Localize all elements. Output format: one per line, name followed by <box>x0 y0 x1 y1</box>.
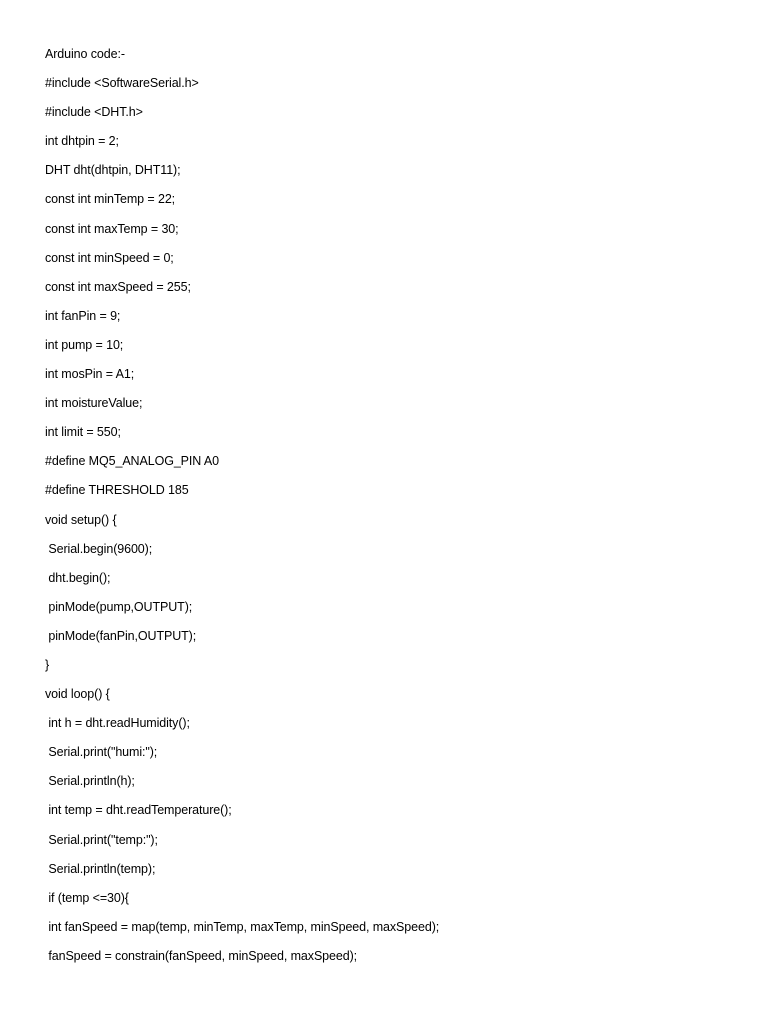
code-line: pinMode(pump,OUTPUT); <box>45 599 193 614</box>
code-line: pinMode(fanPin,OUTPUT); <box>45 628 197 643</box>
code-line: Serial.print("temp:"); <box>45 832 158 847</box>
code-line: dht.begin(); <box>45 570 111 585</box>
code-line: #define THRESHOLD 185 <box>45 483 189 498</box>
code-line: const int maxSpeed = 255; <box>45 279 191 294</box>
code-line: int dhtpin = 2; <box>45 134 119 149</box>
code-line: Serial.begin(9600); <box>45 541 153 556</box>
code-line: int mosPin = A1; <box>45 367 135 382</box>
code-line: int limit = 550; <box>45 425 121 440</box>
code-listing <box>45 44 748 975</box>
code-line: const int maxTemp = 30; <box>45 221 179 236</box>
code-line: const int minSpeed = 0; <box>45 250 174 265</box>
code-line: #include <SoftwareSerial.h> <box>45 76 199 91</box>
code-line: DHT dht(dhtpin, DHT11); <box>45 163 181 178</box>
code-line: void loop() { <box>45 687 110 702</box>
code-line: int moistureValue; <box>45 396 143 411</box>
code-line: } <box>45 657 50 672</box>
code-line: int fanSpeed = map(temp, minTemp, maxTemp, minSpeed, maxSpeed); <box>45 919 440 934</box>
code-line: Serial.println(h); <box>45 774 135 789</box>
code-line: fanSpeed = constrain(fanSpeed, minSpeed, maxSpeed); <box>45 948 358 963</box>
code-line: Arduino code:- <box>45 47 125 61</box>
code-line: Serial.print("humi:"); <box>45 745 158 760</box>
code-line: int temp = dht.readTemperature(); <box>45 803 232 818</box>
code-line: void setup() { <box>45 512 117 527</box>
code-line: Serial.println(temp); <box>45 861 156 876</box>
code-line: #define MQ5_ANALOG_PIN A0 <box>45 454 219 469</box>
code-line: int fanPin = 9; <box>45 308 121 323</box>
code-line: int pump = 10; <box>45 337 124 352</box>
code-line: #include <DHT.h> <box>45 105 143 120</box>
code-line: const int minTemp = 22; <box>45 192 176 207</box>
code-line: int h = dht.readHumidity(); <box>45 716 190 731</box>
code-line: if (temp <=30){ <box>45 890 129 905</box>
